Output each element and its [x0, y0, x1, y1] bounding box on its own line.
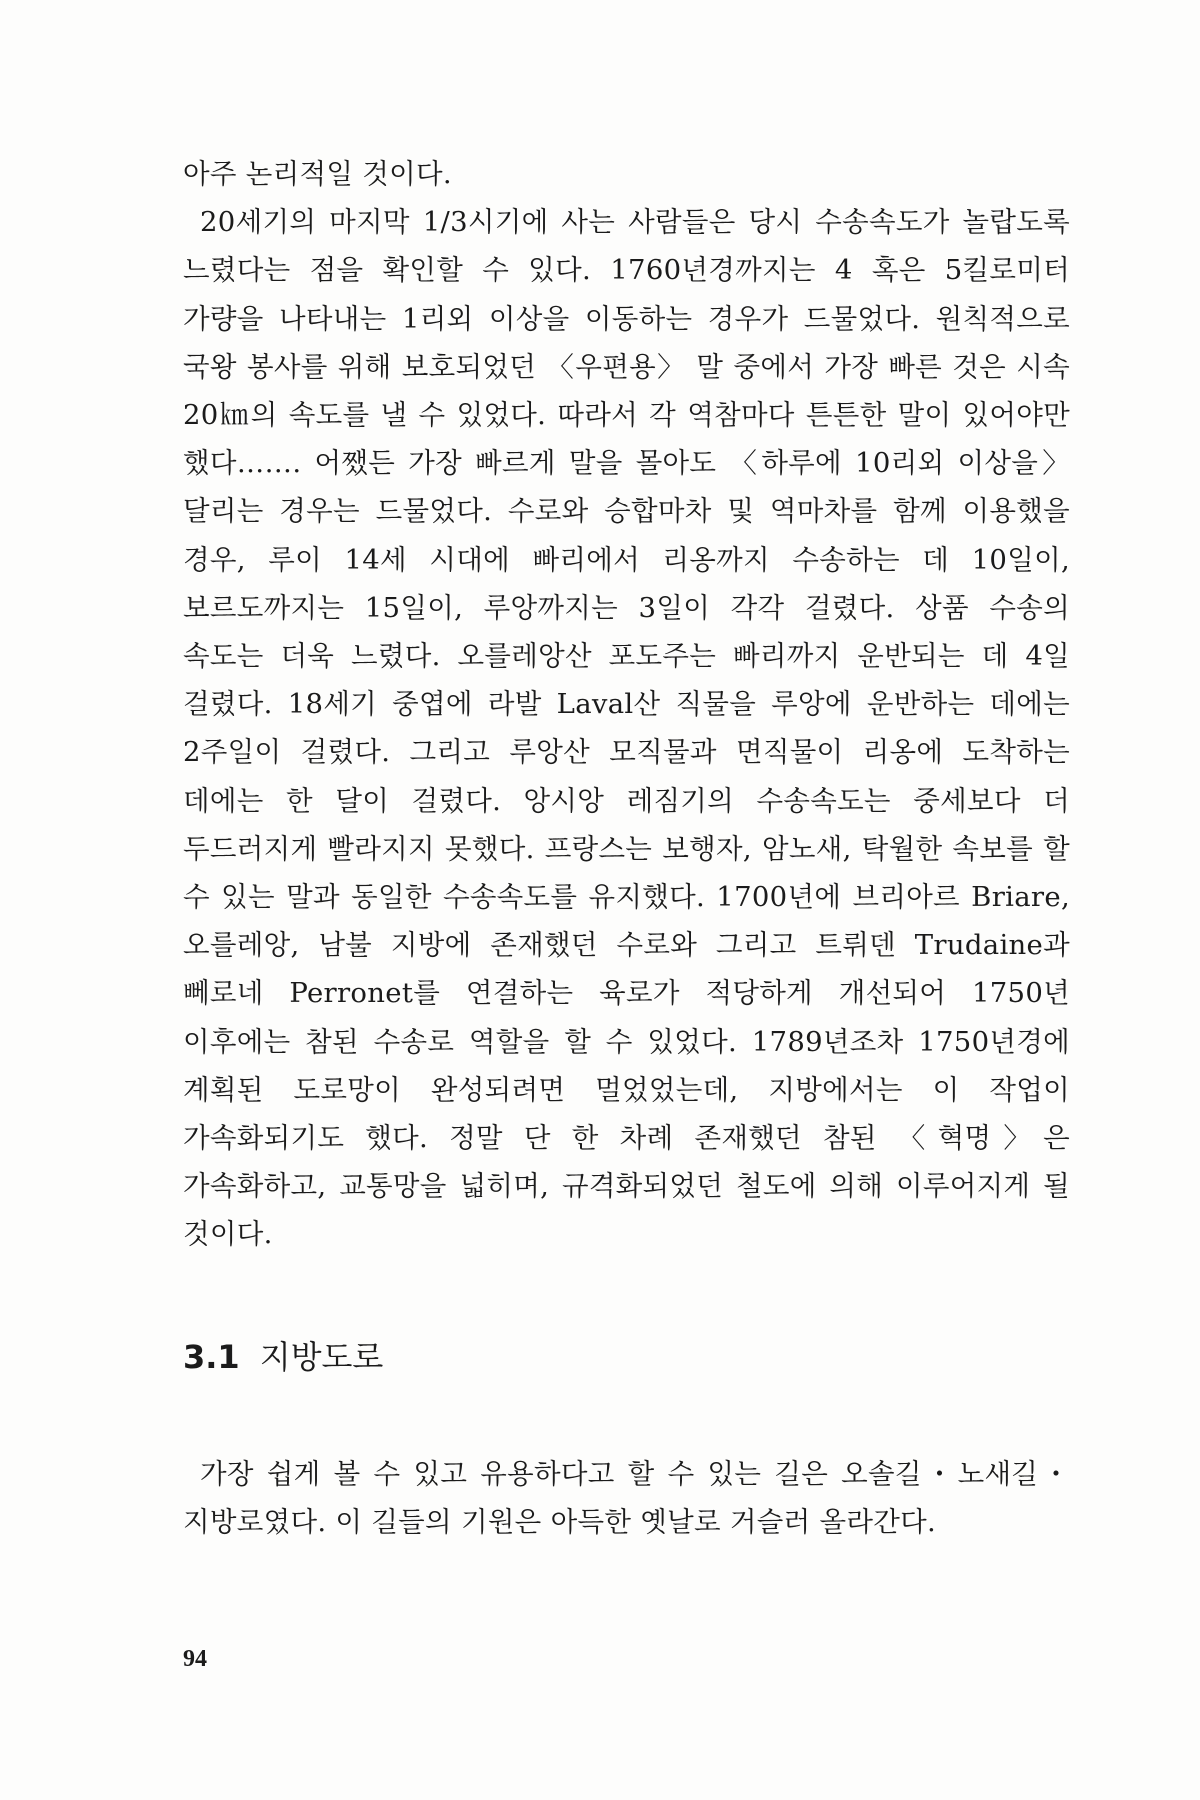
page-number: 94 [183, 1646, 207, 1672]
paragraph-local-roads: 가장 쉽게 볼 수 있고 유용하다고 할 수 있는 길은 오솔길・노새길・지방로였다. 이 길들의 기원은 아득한 옛날로 거슬러 올라간다. [183, 1458, 1070, 1539]
section-body [183, 1450, 1070, 1546]
body-text [183, 150, 1070, 1259]
paragraph-transport-speed: 20세기의 마지막 1/3시기에 사는 사람들은 당시 수송속도가 놀랍도록 느렸다는 점을 확인할 수 있다. 1760년경까지는 4 혹은 5킬로미터 가량을 나타내는 1리외 이상을 이동하는 경우가 드물었다. 원칙적으로 국왕 봉사를 위해 보호되었던 〈우편용〉 말 중에서 가장 빠른 것은 시속 20㎞의 속도를 낼 수 있었다. 따라서 각 역참마다 튼튼한 말이 있어야만 했다……. 어쨌든 가장 빠르게 말을 몰아도 〈하루에 10리외 이상을〉 달리는 경우는 드물었다. 수로와 승합마차 및 역마차를 함께 이용했을 경우, 루이 14세 시대에 빠리에서 리옹까지 수송하는 데 10일이, 보르도까지는 15일이, 루앙까지는 3일이 각각 걸렸다. 상품 수송의 속도는 더욱 느렸다. 오를레앙산 포도주는 빠리까지 운반되는 데 4일 걸렸다. 18세기 중엽에 라발 Laval산 직물을 루앙에 운반하는 데에는 2주일이 걸렸다. 그리고 루앙산 모직물과 면직물이 리옹에 도착하는 데에는 한 달이 걸렸다. 앙시앙 레짐기의 수송속도는 중세보다 더 두드러지게 빨라지지 못했다. 프랑스는 보행자, 암노새, 탁월한 속보를 할 수 있는 말과 동일한 수송속도를 유지했다. 1700년에 브리아르 Briare, 오를레앙, 남불 지방에 존재했던 수로와 그리고 트뤼덴 Trudaine과 뻬로네 Perronet를 연결하는 육로가 적당하게 개선되어 1750년 이후에는 참된 수송로 역할을 할 수 있었다. 1789년조차 1750년경에 계획된 도로망이 완성되려면 멀었었는데, 지방에서는 이 작업이 가속화되기도 했다. 정말 단 한 차례 존재했던 참된 〈혁명〉은 가속화하고, 교통망을 넓히며, 규격화되었던 철도에 의해 이루어지게 될 것이다. [183, 206, 1070, 1251]
section-heading [183, 1335, 383, 1379]
section-number: 3.1 [183, 1338, 240, 1376]
paragraph-continuation: 아주 논리적일 것이다. [183, 158, 452, 190]
section-title: 지방도로 [259, 1338, 384, 1376]
